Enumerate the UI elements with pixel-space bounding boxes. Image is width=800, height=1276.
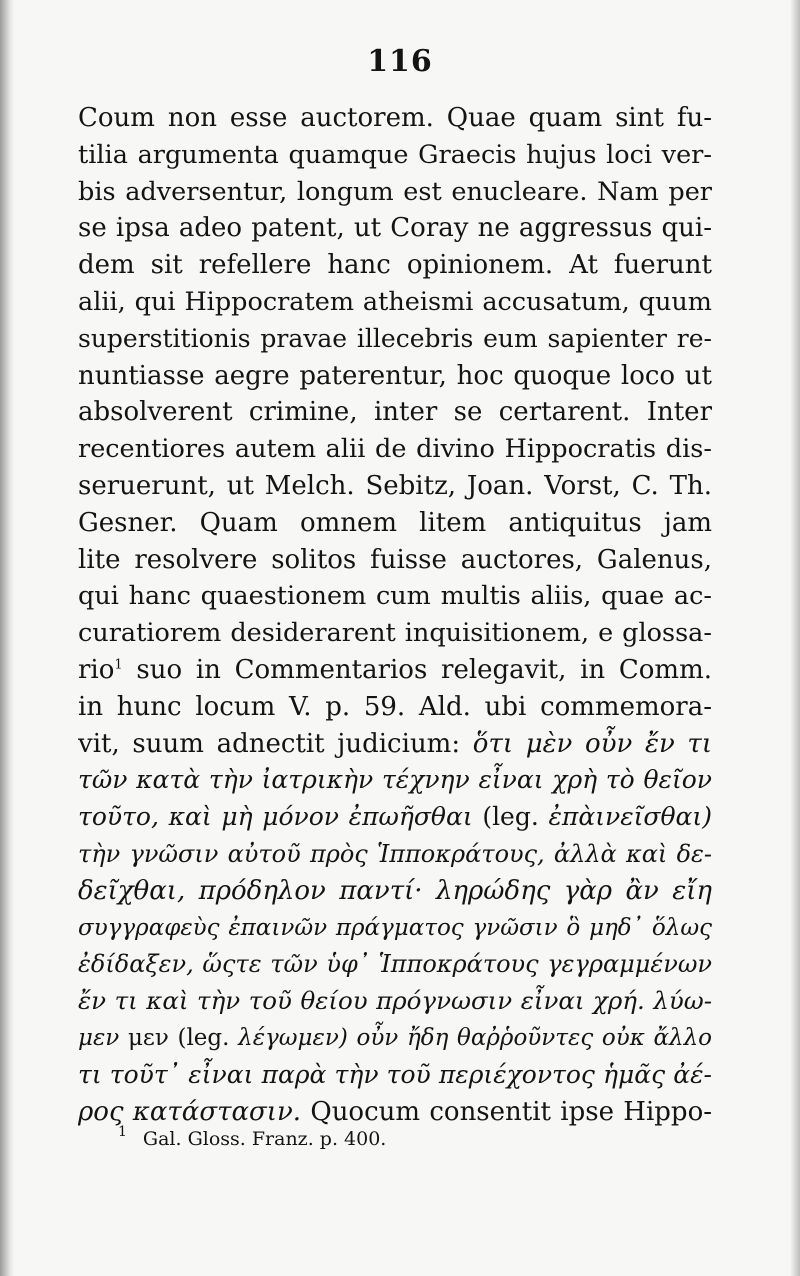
text-body xyxy=(78,100,712,1130)
text-line xyxy=(78,652,712,689)
greek-line: τι τοῦτ᾿ εἶναι παρὰ τὴν τοῦ περιέχοντος ἡμᾶς ἀέ- xyxy=(78,1059,712,1089)
footnote xyxy=(118,1124,386,1156)
greek-segment: ὅτι μὲν οὖν ἔν τι xyxy=(472,728,712,759)
footnote-text: Gal. Gloss. Franz. p. 400. xyxy=(142,1128,387,1150)
text-line xyxy=(78,1020,712,1057)
text-line: recentiores autem alii de divino Hippocratis dis- xyxy=(78,434,712,465)
text-segment: (leg. xyxy=(482,802,539,832)
text-line: superstitionis pravae illecebris eum sapienter re- xyxy=(78,323,712,353)
footnote-marker: 1 xyxy=(118,1124,127,1140)
text-line: bis adversentur, longum est enucleare. Nam per xyxy=(78,176,712,207)
text-line: Gesner. Quam omnem litem antiquitus jam xyxy=(78,507,712,538)
text-line: in hunc locum V. p. 59. Ald. ubi commemora- xyxy=(78,691,712,722)
text-line: absolverent crimine, inter se certarent. Inter xyxy=(78,397,712,428)
text-segment: μεν (leg. xyxy=(127,1024,230,1051)
text-line: tilia argumenta quamque Graecis hujus loci ver- xyxy=(78,139,712,170)
greek-segment: ρος κατάστασιν. xyxy=(78,1096,302,1127)
footnote-reference: 1 xyxy=(114,657,123,673)
text-line xyxy=(78,799,712,836)
text-line: lite resolvere solitos fuisse auctores, Galenus, xyxy=(78,544,712,575)
text-line: qui hanc quaestionem cum multis aliis, quae ac- xyxy=(78,581,712,612)
greek-line: ἔν τι καὶ τὴν τοῦ θείου πρόγνωσιν εἶναι χρή. λύω- xyxy=(78,986,712,1016)
text-segment: rio xyxy=(78,654,115,685)
text-line: dem sit refellere hanc opinionem. At fuerunt xyxy=(78,250,712,281)
page-number: 116 xyxy=(367,44,433,79)
greek-segment: τοῦτο, καὶ μὴ μόνον ἐπωῆσθαι xyxy=(78,802,473,832)
greek-segment: οὖν ἤδη θαῤῥοῦντες οὐκ ἄλλο xyxy=(356,1024,712,1051)
greek-line: τὴν γνῶσιν αὐτοῦ πρὸς Ἱπποκράτους, ἀλλὰ καὶ δε- xyxy=(78,839,712,868)
text-line xyxy=(78,726,712,763)
text-segment: Quocum consentit ipse Hippo- xyxy=(310,1096,712,1127)
text-line: Coum non esse auctorem. Quae quam sint fu- xyxy=(78,103,712,133)
text-line: nuntiasse aegre paterentur, hoc quoque loco ut xyxy=(78,360,712,391)
greek-segment: μεν xyxy=(78,1024,120,1051)
text-line: se ipsa adeo patent, ut Coray ne aggressus qui- xyxy=(78,213,712,244)
greek-segment: λέγωμεν) xyxy=(238,1024,348,1051)
text-line: alii, qui Hippocratem atheismi accusatum, quum xyxy=(78,286,712,317)
greek-line: ἐδίδαξεν, ὥςτε τῶν ὑφ᾿ Ἱπποκράτους γεγραμμένων xyxy=(78,950,712,979)
greek-segment: ἐπὰινεῖσθαι) xyxy=(548,802,712,832)
text-segment: suo in Commentarios relegavit, in Comm. xyxy=(136,654,712,685)
greek-line: δεῖχθαι, πρόδηλον παντί· ληρώδης γὰρ ἂν εἴη xyxy=(78,875,712,906)
greek-line: συγγραφεὺς ἐπαινῶν πράγματος γνῶσιν ὃ μηδ᾿ ὅλως xyxy=(78,914,712,941)
text-line: seruerunt, ut Melch. Sebitz, Joan. Vorst, C. Th. xyxy=(78,470,712,501)
text-line: curatiorem desiderarent inquisitionem, e glossa- xyxy=(78,618,712,649)
greek-line: τῶν κατὰ τὴν ἰατρικὴν τέχνην εἶναι χρὴ τὸ θεῖον xyxy=(78,765,712,795)
text-segment: vit, suum adnectit judicium: xyxy=(78,728,461,759)
